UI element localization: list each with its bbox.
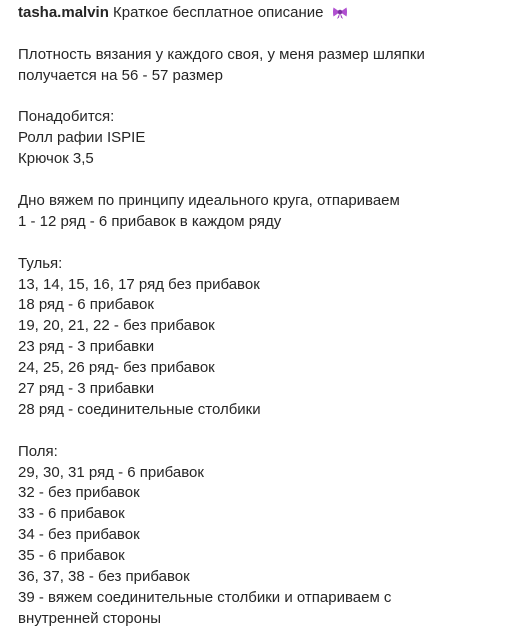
crown-row: 23 ряд - 3 прибавки [18, 338, 155, 356]
materials-heading: Понадобится: [18, 108, 115, 126]
brim-heading: Поля: [18, 442, 58, 460]
spacer [18, 170, 500, 191]
bottom-instruction: Дно вяжем по принципу идеального круга, отпариваем [18, 192, 400, 210]
crown-row: 24, 25, 26 ряд- без прибавок [18, 359, 215, 377]
spacer [18, 421, 500, 442]
crown-row: 13, 14, 15, 16, 17 ряд без прибавок [18, 275, 260, 293]
crown-row: 27 ряд - 3 прибавки [18, 380, 155, 398]
caption-header-text: Краткое бесплатное описание [113, 4, 324, 21]
crown-row: 18 ряд - 6 прибавок [18, 296, 154, 314]
brim-row: 32 - без прибавок [18, 484, 140, 502]
spacer [18, 233, 500, 254]
brim-row: 34 - без прибавок [18, 526, 140, 544]
brim-row: 35 - 6 прибавок [18, 547, 125, 565]
intro-line: получается на 56 - 57 размер [18, 66, 223, 84]
intro-line: Плотность вязания у каждого своя, у меня размер шляпки [18, 45, 425, 63]
brim-row: 39 - вяжем соединительные столбики и отпариваем с [18, 588, 392, 606]
brim-row: 29, 30, 31 ряд - 6 прибавок [18, 463, 204, 481]
crown-heading: Тулья: [18, 254, 63, 272]
bow-emoji-icon [332, 4, 348, 27]
brim-row: 33 - 6 прибавок [18, 505, 125, 523]
spacer [18, 87, 500, 108]
brim-row: 36, 37, 38 - без прибавок [18, 568, 190, 586]
brim-row: внутренней стороны [18, 609, 162, 627]
caption-header [18, 3, 500, 24]
materials-item: Ролл рафии ISPIE [18, 129, 146, 147]
post-caption [18, 3, 500, 630]
spacer [18, 24, 500, 45]
crown-row: 28 ряд - соединительные столбики [18, 400, 261, 418]
crown-row: 19, 20, 21, 22 - без прибавок [18, 317, 215, 335]
materials-item: Крючок 3,5 [18, 150, 94, 168]
username-link[interactable]: tasha.malvin [18, 4, 109, 21]
bottom-instruction: 1 - 12 ряд - 6 прибавок в каждом ряду [18, 212, 282, 230]
